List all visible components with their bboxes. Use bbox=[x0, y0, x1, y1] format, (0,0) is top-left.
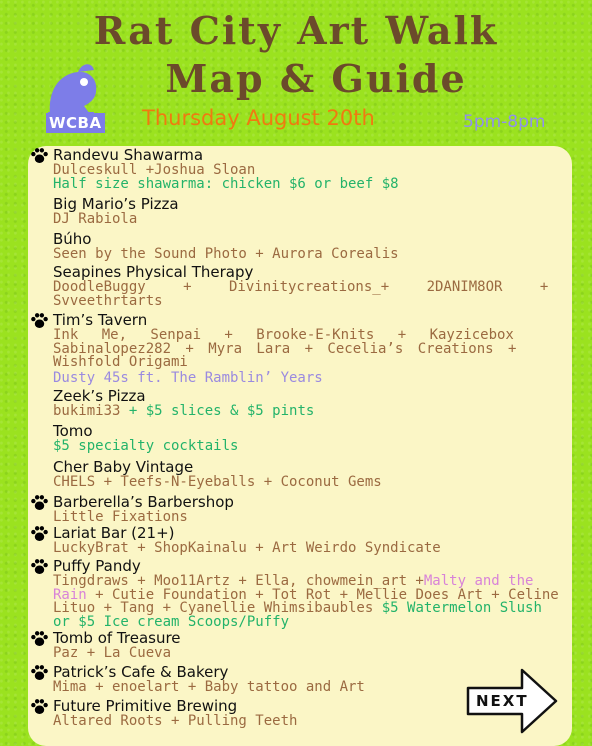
venue-name: Zeek’s Pizza bbox=[53, 387, 146, 405]
artist-text: Tingdraws + Moo11Artz + Ella, chowmein_art + bbox=[53, 573, 424, 589]
venue-entry bbox=[28, 459, 568, 490]
venue-name: Lariat Bar (21+) bbox=[53, 524, 175, 542]
title-line-1: Rat City Art Walk bbox=[93, 8, 499, 53]
artist-group: DoodleBuggy + Divinitycreations_+ 2DANIM8OR + bbox=[53, 279, 549, 295]
special-line: Half size shawarma: chicken $6 or beef $8 bbox=[53, 175, 399, 192]
paw-icon bbox=[30, 664, 49, 681]
music-text: Malty and the bbox=[423, 573, 534, 589]
venue-entry bbox=[28, 558, 568, 629]
venue-name: Búho bbox=[53, 230, 92, 248]
venue-entry bbox=[28, 312, 568, 385]
artist-line: Svveethrtarts bbox=[53, 292, 163, 309]
venue-entry bbox=[28, 525, 568, 556]
paw-icon bbox=[30, 558, 49, 575]
music-line: Dusty 45s ft. The Ramblin’ Years bbox=[53, 369, 323, 386]
venue-name: Patrick’s Cafe & Bakery bbox=[53, 663, 229, 681]
artist-line: Sabinalopez282 + Myra Lara + Cecelia’s Creations + bbox=[53, 340, 517, 357]
special-line: $5 specialty cocktails bbox=[53, 438, 239, 454]
venue-entry bbox=[28, 388, 568, 419]
venue-entry bbox=[28, 231, 568, 262]
venue-name: Tomb of Treasure bbox=[53, 629, 181, 647]
paw-icon bbox=[30, 147, 49, 164]
venue-name: Puffy Pandy bbox=[53, 557, 141, 575]
artist-line: Dulceskull +Joshua Sloan bbox=[53, 162, 256, 178]
artist-line: LuckyBrat + ShopKainalu + Art Weirdo Syndicate bbox=[53, 540, 441, 556]
artist-line bbox=[28, 405, 568, 419]
venue-entry bbox=[28, 264, 568, 308]
artist-line: Wishfold Origami bbox=[53, 354, 188, 370]
venue-name: Seapines Physical Therapy bbox=[53, 263, 254, 281]
venue-entry bbox=[28, 147, 568, 191]
special-line: or $5 Ice cream Scoops/Puffy bbox=[53, 613, 290, 630]
music-text: Rain bbox=[53, 586, 87, 603]
artist-line: Altared Roots + Pulling Teeth bbox=[53, 713, 298, 729]
venue-entry bbox=[28, 423, 568, 454]
paw-icon bbox=[30, 630, 49, 647]
special-text: + $5 slices & $5 pints bbox=[120, 403, 315, 419]
venue-name: Cher Baby Vintage bbox=[53, 458, 194, 476]
paw-icon bbox=[30, 525, 49, 542]
artist-line: Seen by the Sound Photo + Aurora Corealis bbox=[53, 246, 399, 262]
venue-entry bbox=[28, 494, 568, 525]
venue-name: Tim’s Tavern bbox=[53, 311, 148, 329]
next-label[interactable]: NEXT bbox=[476, 692, 529, 710]
venue-name: Barberella’s Barbershop bbox=[53, 493, 234, 511]
artist-line: Ink Me, Senpai + Brooke-E-Knits + Kayzicebox bbox=[53, 327, 514, 343]
artist-text: Lituo + Tang + Cyanellie Whimsibaubles bbox=[53, 600, 382, 616]
venue-entry bbox=[28, 630, 568, 661]
artist-line: Paz + La Cueva bbox=[53, 645, 172, 661]
artist-line: DJ Rabiola bbox=[53, 211, 138, 227]
special-text: $5 Watermelon Slush bbox=[381, 600, 542, 616]
artist-line: Little Fixations bbox=[53, 509, 188, 525]
event-time: 5pm-8pm bbox=[463, 112, 546, 132]
venue-name: Tomo bbox=[53, 422, 93, 440]
artist-text: bukimi33 bbox=[53, 403, 121, 419]
venue-name: Future Primitive Brewing bbox=[53, 697, 238, 715]
artist-line: CHELS + Teefs-N-Eyeballs + Coconut Gems bbox=[53, 474, 382, 490]
artist-text: + Cutie Foundation + Tot Rot + Mellie Does Art + Celine bbox=[86, 586, 559, 603]
event-date: Thursday August 20th bbox=[142, 106, 375, 130]
venue-name: Big Mario’s Pizza bbox=[53, 195, 179, 213]
venue-name: Randevu Shawarma bbox=[53, 146, 204, 164]
paw-icon bbox=[30, 312, 49, 329]
paw-icon bbox=[30, 698, 49, 715]
paw-icon bbox=[30, 494, 49, 511]
artist-line: Mima + enoelart + Baby tattoo and Art bbox=[53, 679, 365, 695]
logo-text: WCBA bbox=[46, 113, 105, 133]
title-line-2: Map & Guide bbox=[165, 56, 467, 101]
venue-entry bbox=[28, 196, 568, 227]
